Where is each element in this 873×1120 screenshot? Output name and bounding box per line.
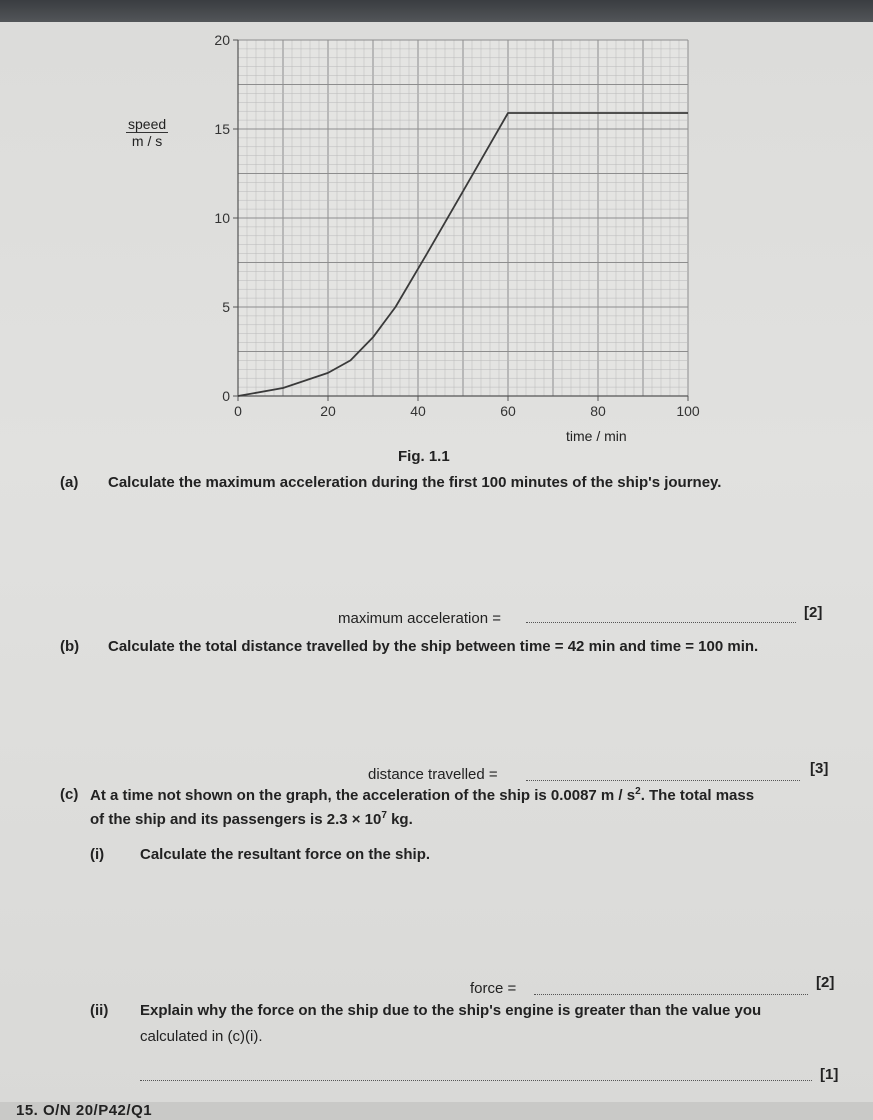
question-c-text-line2: of the ship and its passengers is $2.3 \times 10^7$ kg. bbox=[90, 810, 413, 828]
y-axis-label-quantity: speed bbox=[128, 116, 167, 132]
y-tick-label: 5 bbox=[222, 299, 230, 315]
question-b-marks: [3] bbox=[810, 760, 829, 777]
y-tick-label: 15 bbox=[214, 121, 230, 137]
y-axis-label bbox=[126, 116, 168, 149]
x-tick-label: 100 bbox=[676, 403, 700, 419]
question-b-text: Calculate the total distance travelled by the ship between time = 42 min and time = 100 min. bbox=[108, 638, 759, 655]
x-tick-label: 40 bbox=[410, 403, 426, 419]
question-c-i-answer-line[interactable] bbox=[534, 994, 808, 995]
question-c-ii-text-line2: calculated in (c)(i). bbox=[140, 1028, 263, 1045]
question-c-ii-text-line1: Explain why the force on the ship due to the ship's engine is greater than the value you bbox=[140, 1002, 762, 1019]
question-a-text: Calculate the maximum acceleration during the first 100 minutes of the ship's journey. bbox=[108, 474, 722, 491]
question-b-answer-line[interactable] bbox=[526, 780, 800, 781]
y-axis-label-unit: m / s bbox=[131, 133, 163, 149]
question-b-label: (b) bbox=[60, 638, 80, 655]
x-tick-label: 80 bbox=[590, 403, 606, 419]
x-tick-label: 0 bbox=[234, 403, 242, 419]
question-c-ii-label: (ii) bbox=[90, 1002, 109, 1019]
question-a-answer-label: maximum acceleration = bbox=[338, 610, 501, 627]
question-b-answer-label: distance travelled = bbox=[368, 766, 498, 783]
y-tick-label: 0 bbox=[222, 388, 230, 404]
figure-caption: Fig. 1.1 bbox=[398, 448, 450, 465]
question-c-i-answer-label: force = bbox=[470, 980, 517, 997]
y-tick-label: 20 bbox=[214, 32, 230, 48]
question-a-label: (a) bbox=[60, 474, 79, 491]
question-c-i-marks: [2] bbox=[816, 974, 835, 991]
x-axis-label: time / min bbox=[566, 428, 627, 444]
x-tick-label: 20 bbox=[320, 403, 336, 419]
question-c-i-label: (i) bbox=[90, 846, 105, 863]
speed-time-graph bbox=[0, 0, 873, 470]
question-a-answer-line[interactable] bbox=[526, 622, 796, 623]
question-c-text-line1: At a time not shown on the graph, the acceleration of the ship is 0.0087 m / $s^2$. The total mass bbox=[90, 786, 755, 804]
question-reference: 15. O/N 20/P42/Q1 bbox=[16, 1102, 153, 1119]
question-c-ii-answer-line[interactable] bbox=[140, 1080, 812, 1081]
question-a-marks: [2] bbox=[804, 604, 823, 621]
question-c-label: (c) bbox=[60, 786, 79, 803]
y-tick-label: 10 bbox=[214, 210, 230, 226]
question-c-i-text: Calculate the resultant force on the ship. bbox=[140, 846, 431, 863]
question-c-ii-marks: [1] bbox=[820, 1066, 839, 1083]
x-tick-label: 60 bbox=[500, 403, 516, 419]
